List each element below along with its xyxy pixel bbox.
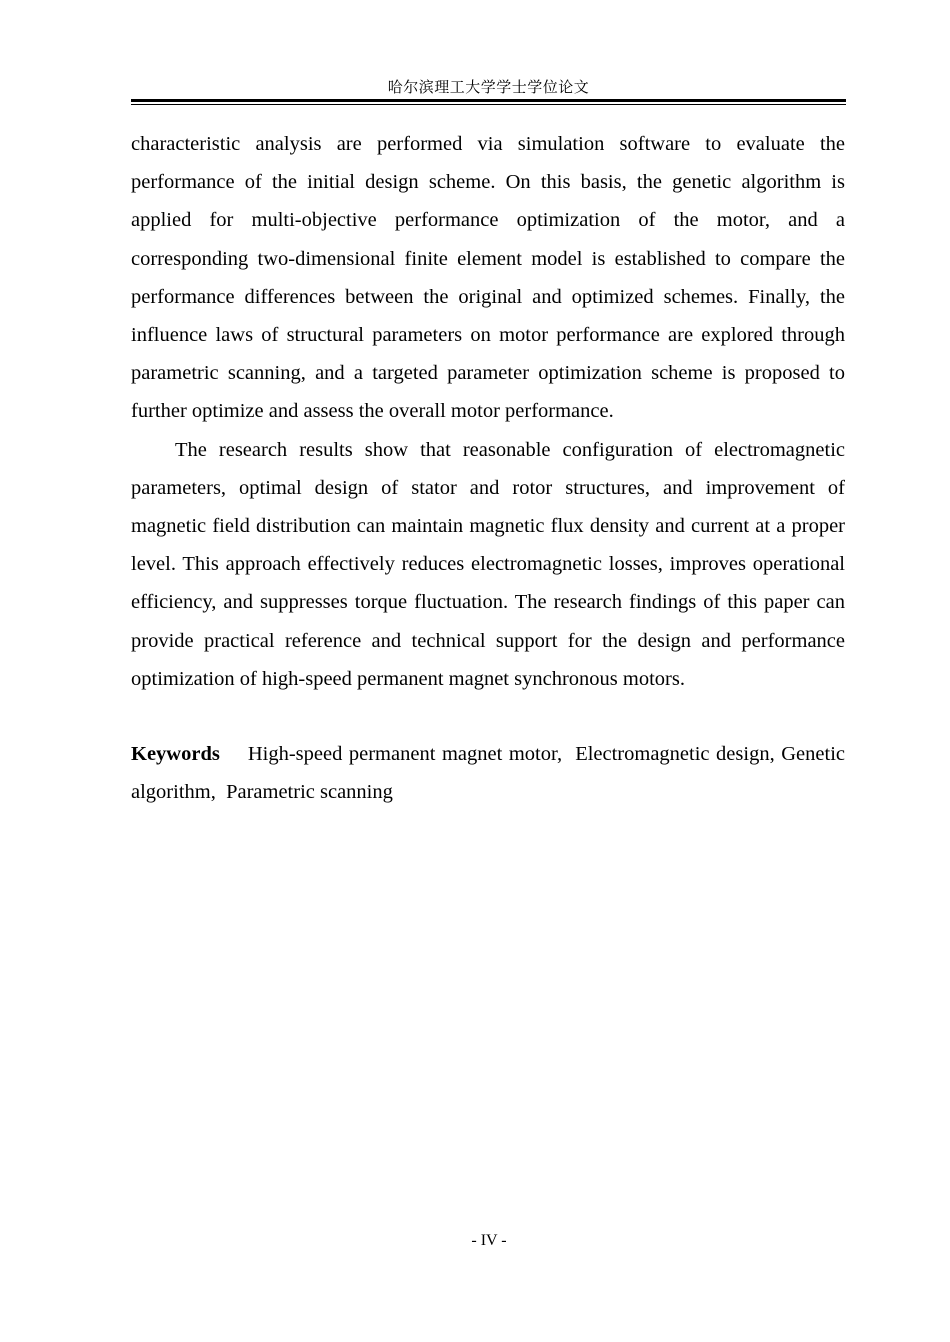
running-header: 哈尔滨理工大学学士学位论文 — [387, 80, 590, 96]
abstract-paragraph-2: The research results show that reasonable configuration of electromagnetic parameters, optimal design of stator and rotor structures, and improvement of magnetic field distribution can maintain magnetic flux density and current at a proper level. This approach effectively reduces electromagnetic losses, improves operational efficiency, and suppresses torque fluctuation. The research findings of this paper can provide practical reference and technical support for the design and performance optimization of high-speed permanent magnet synchronous motors. — [131, 438, 845, 690]
keywords-label: Keywords — [131, 743, 220, 765]
header-rule-thick — [131, 99, 846, 102]
header-rule-thin — [131, 104, 846, 105]
page-number: - IV - — [471, 1232, 507, 1249]
keywords-list: High-speed permanent magnet motor, Electromagnetic design, Genetic algorithm, Parametric scanning — [131, 743, 851, 804]
keywords-section — [131, 735, 851, 811]
abstract-paragraph-1: characteristic analysis are performed via simulation software to evaluate the performance of the initial design scheme. On this basis, the genetic algorithm is applied for multi-objective performance optimization of the motor, and a corresponding two-dimensional finite element model is established to compare the performance differences between the original and optimized schemes. Finally, the influence laws of structural parameters on motor performance are explored through parametric scanning, and a targeted parameter optimization scheme is proposed to further optimize and assess the overall motor performance. — [131, 133, 845, 423]
abstract-body — [131, 125, 845, 698]
